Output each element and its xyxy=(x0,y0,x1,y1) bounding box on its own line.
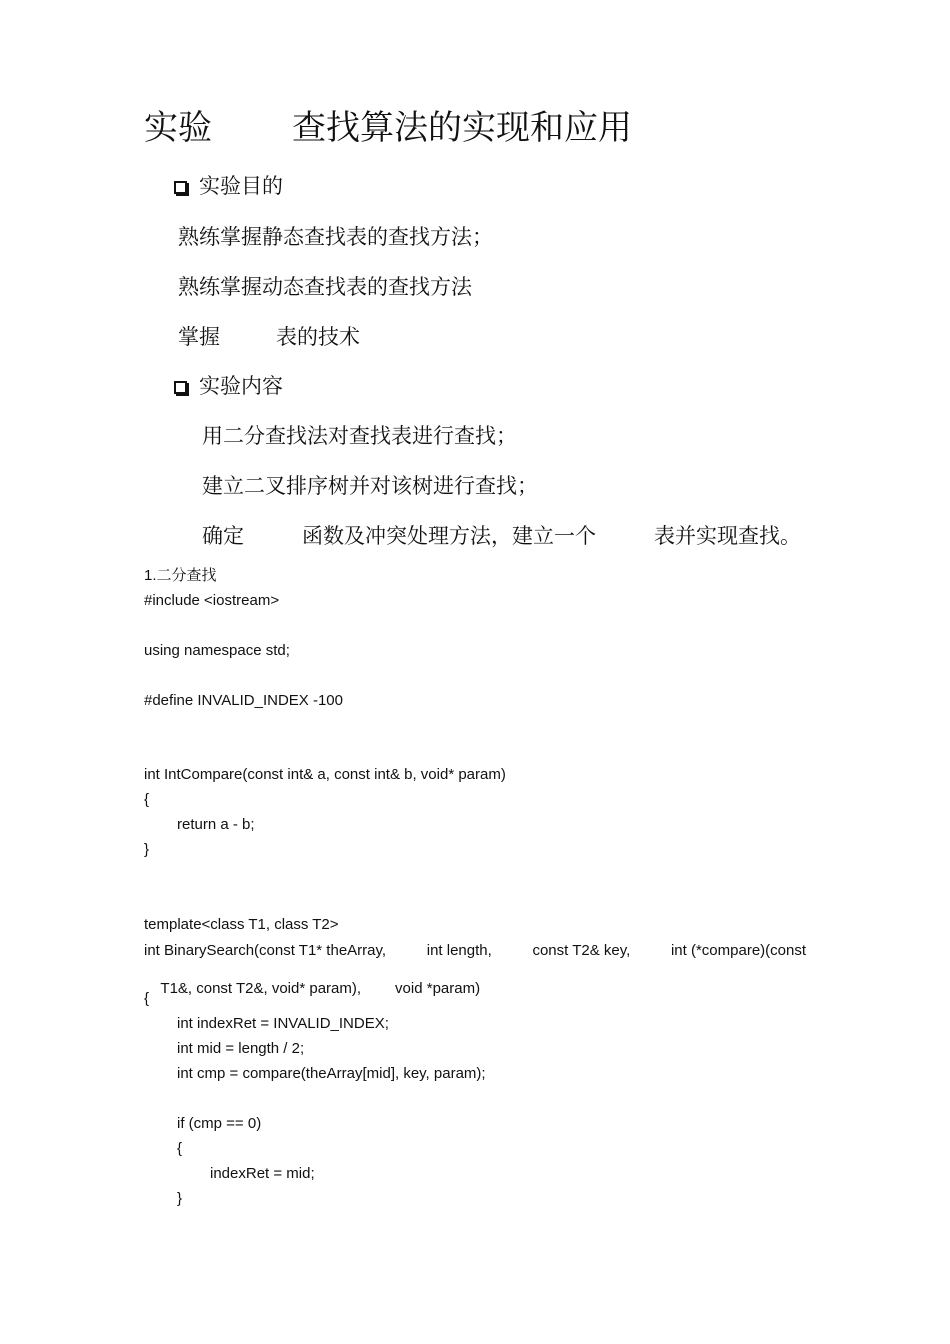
purpose-item-3-part-2: 表的技术 xyxy=(276,325,360,349)
purpose-item-3-part-1: 掌握 xyxy=(178,325,220,349)
content-item-3 xyxy=(202,520,801,550)
purpose-item-1: 熟练掌握静态查找表的查找方法； xyxy=(178,225,493,249)
title-part-2: 查找算法的实现和应用 xyxy=(292,108,632,148)
code-fragment: int (*compare)(const xyxy=(670,942,806,959)
code-line: int indexRet = INVALID_INDEX; xyxy=(177,1015,389,1032)
purpose-heading xyxy=(174,170,283,200)
title-part-1: 实验 xyxy=(144,108,212,148)
code-fragment: const T2& key, xyxy=(532,942,631,959)
purpose-item-3 xyxy=(178,321,360,351)
code-line: if (cmp == 0) xyxy=(177,1115,262,1132)
code-fragment: int BinarySearch(const T1* theArray, xyxy=(144,942,387,959)
code-line: int IntCompare(const int& a, const int& b, void* param) xyxy=(144,766,506,783)
code-line: template<class T1, class T2> xyxy=(144,916,339,933)
code-line: #include <iostream> xyxy=(144,592,280,609)
content-item-3-part-3: 表并实现查找。 xyxy=(654,524,801,548)
code-line: } xyxy=(144,841,150,858)
code-line: int mid = length / 2; xyxy=(177,1040,305,1057)
checkbox-icon xyxy=(174,181,187,194)
purpose-item-2: 熟练掌握动态查找表的查找方法 xyxy=(178,275,472,299)
code-line: { xyxy=(144,990,150,1007)
code-line: using namespace std; xyxy=(144,642,290,659)
code-line-justified xyxy=(144,942,806,959)
code-line: return a - b; xyxy=(177,816,255,833)
content-heading xyxy=(174,370,283,400)
purpose-heading-label: 实验目的 xyxy=(199,174,283,198)
content-item-1: 用二分查找法对查找表进行查找； xyxy=(202,424,517,448)
page-title xyxy=(144,100,632,149)
code-line: { xyxy=(144,791,150,808)
code-line: } xyxy=(177,1190,183,1207)
content-item-3-part-1: 确定 xyxy=(202,524,244,548)
content-heading-label: 实验内容 xyxy=(199,374,283,398)
code-line: #define INVALID_INDEX -100 xyxy=(144,692,343,709)
code-line: { xyxy=(177,1140,183,1157)
code-line xyxy=(144,966,480,1011)
content-item-3-part-2: 函数及冲突处理方法，建立一个 xyxy=(302,524,596,548)
code-section-title: 1.二分查找 xyxy=(144,567,217,584)
code-line: indexRet = mid; xyxy=(210,1165,315,1182)
code-fragment: T1&, const T2&, void* param), xyxy=(160,980,362,997)
checkbox-icon xyxy=(174,381,187,394)
code-fragment: int length, xyxy=(426,942,492,959)
code-fragment: void *param) xyxy=(395,980,481,997)
content-item-2: 建立二叉排序树并对该树进行查找； xyxy=(202,474,538,498)
code-line: int cmp = compare(theArray[mid], key, param); xyxy=(177,1065,486,1082)
